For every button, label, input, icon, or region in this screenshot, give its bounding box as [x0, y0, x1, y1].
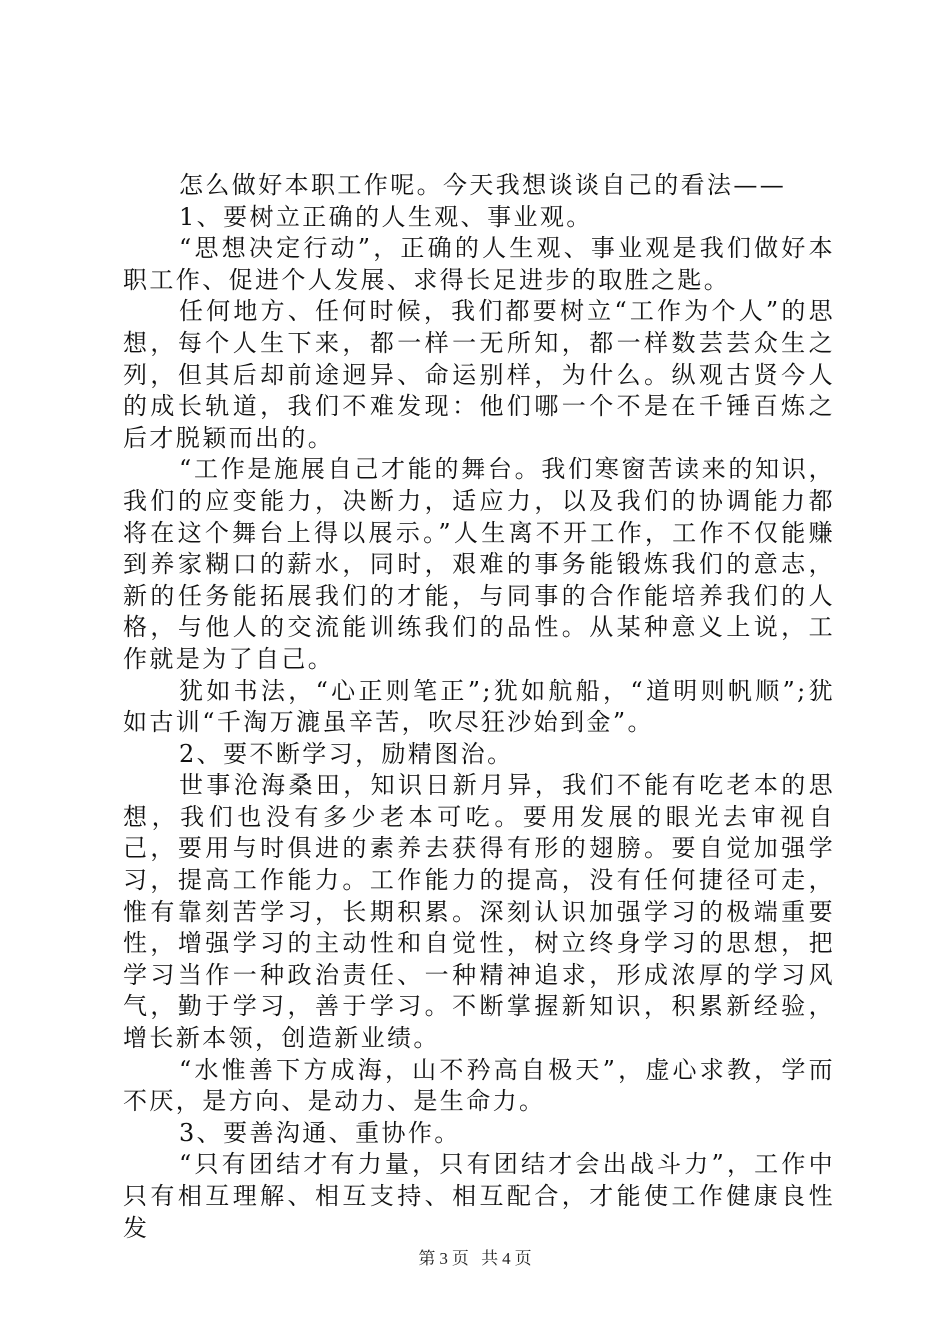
page-unit: 页: [451, 1249, 469, 1268]
paragraph-intro: 怎么做好本职工作呢。今天我想谈谈自己的看法——: [179, 171, 787, 199]
total-pages: 4: [502, 1249, 511, 1268]
paragraph: 任何地方、任何时候，我们都要树立“工作为个人”的思想，每个人生下来，都一样一无所知，都一样数芸芸众生之列，但其后却前途迥异、命运别样，为什么。纵观古贤今人的成长轨道，我们不难发现：他们哪一个不是在千锤百炼之后才脱颖而出的。: [123, 297, 835, 452]
heading-point-2: 2、要不断学习，励精图治。: [179, 739, 514, 768]
paragraph: 世事沧海桑田，知识日新月异，我们不能有吃老本的思想，我们也没有多少老本可吃。要用发展的眼光去审视自己，要用与时俱进的素养去获得有形的翅膀。要自觉加强学习，提高工作能力。工作能力的提高，没有任何捷径可走，惟有靠刻苦学习，长期积累。深刻认识加强学习的极端重要性，增强学习的主动性和自觉性，树立终身学习的思想，把学习当作一种政治责任、一种精神追求，形成浓厚的学习风气，勤于学习，善于学习。不断掌握新知识，积累新经验，增长新本领，创造新业绩。: [123, 771, 835, 1053]
paragraph: “只有团结才有力量，只有团结才会出战斗力”，工作中只有相互理解、相互支持、相互配合，才能使工作健康良性发: [123, 1150, 835, 1242]
page-prefix: 第: [418, 1249, 436, 1268]
total-prefix: 共: [481, 1249, 499, 1268]
paragraph: “水惟善下方成海，山不矜高自极天”，虚心求教，学而不厌，是方向、是动力、是生命力。: [123, 1055, 835, 1116]
heading-point-1: 1、要树立正确的人生观、事业观。: [179, 202, 593, 231]
paragraph: “工作是施展自己才能的舞台。我们寒窗苦读来的知识，我们的应变能力，决断力，适应力，以及我们的协调能力都将在这个舞台上得以展示。”人生离不开工作，工作不仅能赚到养家糊口的薪水，同时，艰难的事务能锻炼我们的意志，新的任务能拓展我们的才能，与同事的合作能培养我们的人格，与他人的交流能训练我们的品性。从某种意义上说，工作就是为了自己。: [123, 455, 835, 673]
heading-point-3: 3、要善沟通、重协作。: [179, 1118, 461, 1147]
page-indicator: [416, 1249, 471, 1268]
total-unit: 页: [514, 1249, 532, 1268]
paragraph: “思想决定行动”，正确的人生观、事业观是我们做好本职工作、促进个人发展、求得长足进步的取胜之匙。: [123, 234, 835, 294]
paragraph: 犹如书法，“心正则笔正”;犹如航船，“道明则帆顺”;犹如古训“千淘万漉虽辛苦，吹尽狂沙始到金”。: [123, 676, 835, 737]
document-body: [123, 170, 835, 1244]
page-footer: [0, 1244, 950, 1269]
total-indicator: [479, 1249, 534, 1268]
page-number: 3: [439, 1249, 448, 1268]
